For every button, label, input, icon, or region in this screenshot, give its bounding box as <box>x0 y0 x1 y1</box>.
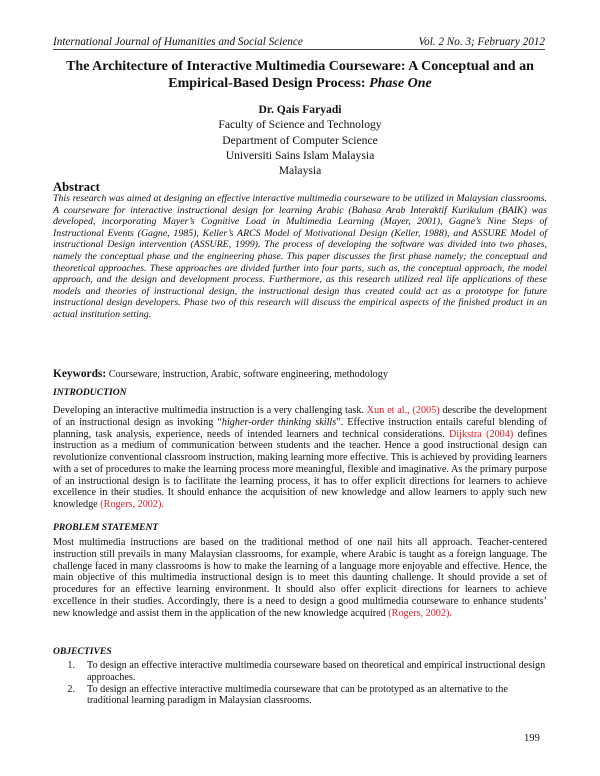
intro-text: defines instruction as a medium of communication between students and the teacher. Hence a good instructional design can revolutionize conventional classroom instruction, making learning more effective. This is achieved by providing learners with a set of procedures to make the learning process more meaningful, flexible and imaginative. As the primary purpose of an instructional design is to facilitate the learning process, it has to offer explicit directions for learners to achieve excellence in their studies. It should enhance the acquisition of new knowledge and allow learners to apply such new knowledge <box>53 428 547 510</box>
keywords-label: Keywords: <box>53 368 107 380</box>
list-text: To design an effective interactive multimedia courseware that can be prototyped as an alternative to the traditional learning paradigm in Malaysian classrooms. <box>87 683 508 707</box>
issue-info: Vol. 2 No. 3; February 2012 <box>418 36 545 48</box>
section-heading-introduction: INTRODUCTION <box>53 387 127 398</box>
affiliation-line: Malaysia <box>278 164 322 178</box>
abstract-heading: Abstract <box>53 180 100 194</box>
affiliation-line: Department of Computer Science <box>222 133 378 147</box>
list-item <box>53 684 547 708</box>
author-name: Dr. Qais Faryadi <box>258 103 342 116</box>
abstract-text: This research was aimed at designing an effective interactive multimedia courseware to be utilized in Malaysian classrooms. A courseware for interactive instructional design for learning Arabic (Bahasa Arab Interaktif Kurikulum (BAIK) was developed, incorporating Mayer’s Cognitive Load in Multimedia Learning (Mayer, 2001), Gagne’s Nine Steps of Instructional Events (Gagne, 1985), Keller’s ARCS Model of Motivational Design (Keller, 1988), and ASSURE Model of instructional Design intervention (ASSURE, 1999). The process of developing the software was divided into two phases, namely the conceptual phase and the engineering phase. This paper discusses the first phase namely; the conceptual and theoretical approaches. These approaches are divided further into four parts, such as, the conceptual approach, the model approach, and the design and development process. Furthermore, as this research utilized real life applications of these models and theories of instructional design, the instructional design thus created could act as a prototype for future instructional design developers. Phase two of this research will discuss the empirical aspects of the finished product in an actual institution setting. <box>53 193 547 320</box>
page-number: 199 <box>524 733 540 744</box>
objectives-list <box>53 660 547 707</box>
citation-link[interactable]: Xun et al., (2005) <box>366 405 440 416</box>
problem-text: Most multimedia instructions are based on the traditional method of one nail hits all approach. Teacher-centered instruction still prevails in many Malaysian classrooms, for example, where Arabic is taught as a foreign language. The challenge faced in many classrooms is how to make the learning of a language more enjoyable and effective. Hence, the main objective of this multimedia instructional design is to meet this daunting challenge. It should provide a set of procedures for an effective learning environment. It should also offer explicit directions for learners to achieve excellence in their studies. Accordingly, there is a need to design a good multimedia courseware to enhance students’ new knowledge and assist them in the application of the new knowledge acquired <box>53 537 547 619</box>
intro-text: Developing an interactive multimedia instruction is a very challenging task. <box>53 405 367 416</box>
keywords-text: Courseware, instruction, Arabic, software engineering, methodology <box>106 369 388 380</box>
affiliation-line: Universiti Sains Islam Malaysia <box>225 148 375 162</box>
paper-title <box>40 58 560 92</box>
intro-quote: higher-order thinking skills <box>221 416 337 428</box>
author-block <box>100 102 500 178</box>
title-emphasis: Phase One <box>369 76 432 91</box>
list-item <box>53 660 547 684</box>
section-heading-problem: PROBLEM STATEMENT <box>53 522 159 533</box>
affiliation-line: Faculty of Science and Technology <box>218 118 382 132</box>
running-header <box>53 36 545 50</box>
intro-text: describe the development of an instructional design as invoking “ <box>53 405 547 428</box>
citation-link[interactable]: (Rogers, 2002). <box>100 499 164 510</box>
problem-paragraph <box>53 537 547 619</box>
citation-link[interactable]: (Rogers, 2002). <box>388 607 452 619</box>
section-heading-objectives: OBJECTIVES <box>53 646 112 657</box>
list-number: 2. <box>67 683 75 695</box>
list-number: 1. <box>67 660 75 671</box>
introduction-paragraph <box>53 405 547 511</box>
intro-text: ”. Effective instruction entails careful blending of planning, task analysis, experience, needs of intended learners and technical considerations. <box>53 416 547 440</box>
citation-link[interactable]: Dijkstra (2004) <box>448 428 514 440</box>
title-main: The Architecture of Interactive Multimedia Courseware: A Conceptual and an Empirical-Based Design Process: <box>66 59 534 91</box>
list-text: To design an effective interactive multimedia courseware based on theoretical and empirical instructional design approaches. <box>87 660 546 683</box>
journal-name: International Journal of Humanities and Social Science <box>53 36 303 48</box>
keywords-line <box>53 368 547 380</box>
